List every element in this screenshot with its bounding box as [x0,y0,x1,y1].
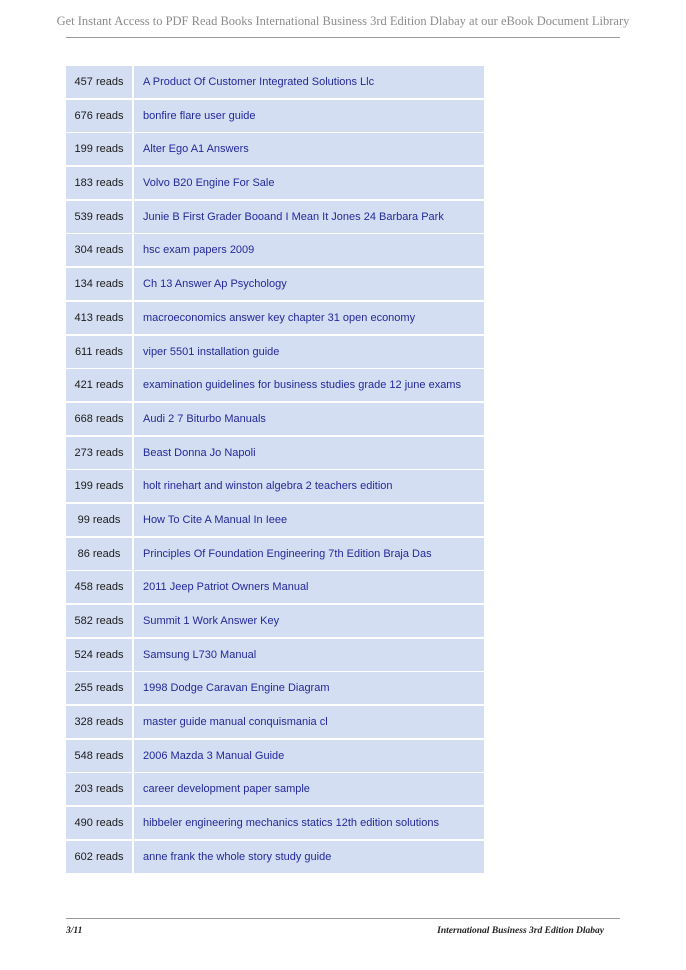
table-row [66,706,484,738]
book-title-link[interactable]: Beast Donna Jo Napoli [134,437,484,469]
reads-count: 539 reads [66,201,132,233]
reads-count: 304 reads [66,234,132,266]
table-row [66,369,484,401]
book-title-link[interactable]: A Product Of Customer Integrated Solutions Llc [134,66,484,98]
reads-count: 582 reads [66,605,132,637]
table-row [66,234,484,266]
book-title-link[interactable]: master guide manual conquismania cl [134,706,484,738]
book-title-link[interactable]: 2006 Mazda 3 Manual Guide [134,740,484,772]
book-title-link[interactable]: examination guidelines for business studies grade 12 june exams [134,369,484,401]
book-title-link[interactable]: holt rinehart and winston algebra 2 teachers edition [134,470,484,502]
header-divider [66,37,620,38]
book-title-link[interactable]: macroeconomics answer key chapter 31 open economy [134,302,484,334]
table-row [66,773,484,805]
book-title-link[interactable]: career development paper sample [134,773,484,805]
book-title-link[interactable]: Ch 13 Answer Ap Psychology [134,268,484,300]
reads-count: 524 reads [66,639,132,671]
table-row [66,571,484,603]
book-title-link[interactable]: Summit 1 Work Answer Key [134,605,484,637]
table-row [66,504,484,536]
reads-count: 99 reads [66,504,132,536]
book-title-link[interactable]: How To Cite A Manual In Ieee [134,504,484,536]
table-row [66,437,484,469]
footer-divider [66,918,620,919]
table-row [66,100,484,132]
table-row [66,167,484,199]
book-title-link[interactable]: anne frank the whole story study guide [134,841,484,873]
footer-title: International Business 3rd Edition Dlabay [437,926,604,936]
reads-count: 548 reads [66,740,132,772]
table-row [66,807,484,839]
book-title-link[interactable]: 2011 Jeep Patriot Owners Manual [134,571,484,603]
table-row [66,672,484,704]
book-title-link[interactable]: hsc exam papers 2009 [134,234,484,266]
reads-count: 490 reads [66,807,132,839]
table-row [66,470,484,502]
book-title-link[interactable]: Audi 2 7 Biturbo Manuals [134,403,484,435]
book-title-link[interactable]: Volvo B20 Engine For Sale [134,167,484,199]
reads-count: 199 reads [66,133,132,165]
reads-count: 457 reads [66,66,132,98]
reads-count: 421 reads [66,369,132,401]
reads-count: 328 reads [66,706,132,738]
table-row [66,605,484,637]
table-row [66,639,484,671]
table-row [66,268,484,300]
book-title-link[interactable]: hibbeler engineering mechanics statics 12th edition solutions [134,807,484,839]
book-title-link[interactable]: Samsung L730 Manual [134,639,484,671]
table-row [66,302,484,334]
reads-count: 203 reads [66,773,132,805]
book-title-link[interactable]: bonfire flare user guide [134,100,484,132]
table-row [66,133,484,165]
reads-count: 611 reads [66,336,132,368]
table-row [66,740,484,772]
book-title-link[interactable]: Alter Ego A1 Answers [134,133,484,165]
reads-count: 183 reads [66,167,132,199]
page-number: 3/11 [66,926,83,936]
table-row [66,403,484,435]
table-row [66,538,484,570]
reads-count: 86 reads [66,538,132,570]
book-title-link[interactable]: Junie B First Grader Booand I Mean It Jones 24 Barbara Park [134,201,484,233]
reads-count: 199 reads [66,470,132,502]
reads-count: 676 reads [66,100,132,132]
table-row [66,336,484,368]
table-row [66,66,484,98]
reads-count: 413 reads [66,302,132,334]
reads-table [66,66,484,875]
page-header: Get Instant Access to PDF Read Books International Business 3rd Edition Dlabay at our eBook Document Library [56,14,630,28]
book-title-link[interactable]: 1998 Dodge Caravan Engine Diagram [134,672,484,704]
reads-count: 255 reads [66,672,132,704]
reads-count: 458 reads [66,571,132,603]
table-row [66,841,484,873]
table-row [66,201,484,233]
reads-count: 273 reads [66,437,132,469]
reads-count: 668 reads [66,403,132,435]
reads-count: 602 reads [66,841,132,873]
reads-count: 134 reads [66,268,132,300]
book-title-link[interactable]: viper 5501 installation guide [134,336,484,368]
book-title-link[interactable]: Principles Of Foundation Engineering 7th Edition Braja Das [134,538,484,570]
